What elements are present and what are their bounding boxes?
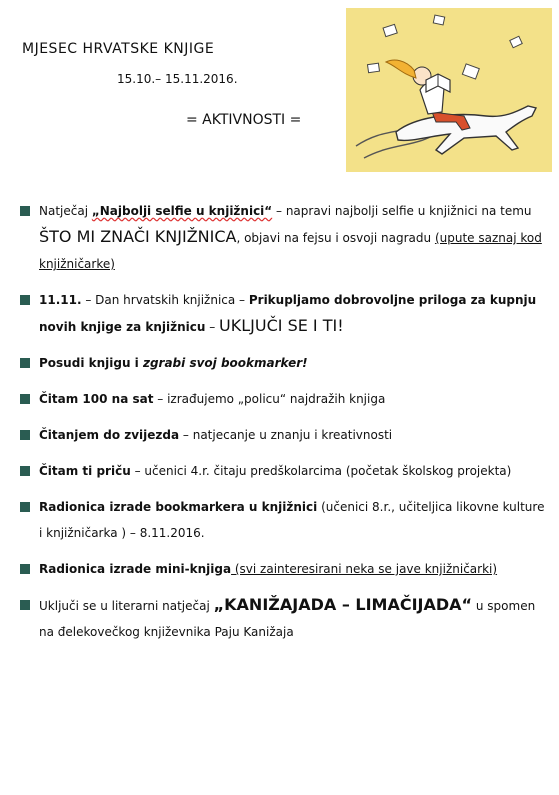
list-item-mini-books-workshop [20, 556, 545, 582]
contest-name: „Najbolji selfie u knjižnici“ [91, 204, 273, 218]
contest-theme: ŠTO MI ZNAČI KNJIŽNICA [39, 227, 237, 246]
item-text: (svi zainteresirani neka se jave knjižničarki) [231, 562, 498, 576]
contest-name: „KANIŽAJADA – LIMAČIJADA“ [213, 595, 473, 614]
item-emphasis: zgrabi svoj bookmarker! [142, 356, 308, 370]
square-bullet-icon [20, 358, 30, 368]
item-text: , objavi na fejsu i osvoji nagradu [236, 231, 435, 245]
square-bullet-icon [20, 502, 30, 512]
page-title: MJESEC HRVATSKE KNJIGE [22, 41, 215, 57]
list-item-selfie-contest [20, 198, 545, 277]
item-text: Uključi se u literarni natječaj [39, 599, 214, 613]
item-text: – natjecanje u znanju i kreativnosti [179, 428, 393, 442]
item-text: (učenici 8.r., učiteljica likovne kulture i knjižničarka ) – 8.11.2016. [39, 500, 545, 540]
activity-name: Čitam ti priču [39, 464, 131, 478]
square-bullet-icon [20, 466, 30, 476]
item-text: u spomen na đelekovečkog književnika Paju Kanižaja [39, 599, 536, 639]
square-bullet-icon [20, 564, 30, 574]
square-bullet-icon [20, 295, 30, 305]
item-text: – izrađujemo „policu“ najdražih knjiga [153, 392, 386, 406]
list-item-literary-contest [20, 592, 545, 645]
item-text: – [205, 320, 220, 334]
item-text: Natječaj [39, 204, 92, 218]
list-item-read-you-story [20, 458, 545, 484]
activity-name: Radionica izrade mini-knjiga [39, 562, 232, 576]
square-bullet-icon [20, 394, 30, 404]
reading-girl-on-greyhound-illustration [346, 8, 552, 172]
instructions-note: (upute saznaj kod knjižničarke) [39, 231, 542, 271]
date-range: 15.10.– 15.11.2016. [117, 72, 238, 86]
join-call: UKLJUČI SE I TI! [219, 316, 344, 335]
illustration-drawing [346, 8, 552, 172]
list-item-library-day [20, 287, 545, 340]
item-text: – Dan hrvatskih knjižnica – [81, 293, 249, 307]
square-bullet-icon [20, 600, 30, 610]
list-item-bookmarker-workshop [20, 494, 545, 546]
donation-appeal: Prikupljamo dobrovoljne priloga za kupnju novih knjige za knjižnicu [39, 293, 537, 334]
list-item-bookmarker [20, 350, 545, 376]
activities-heading: = AKTIVNOSTI = [186, 112, 302, 128]
item-text: Posudi knjigu i [39, 356, 143, 370]
list-item-reading-stars [20, 422, 545, 448]
activity-name: Čitanjem do zvijezda [39, 428, 180, 442]
activity-name: Čitam 100 na sat [39, 392, 154, 406]
square-bullet-icon [20, 206, 30, 216]
event-date: 11.11. [39, 293, 82, 307]
activity-name: Radionica izrade bookmarkera u knjižnici [39, 500, 318, 514]
item-text: – napravi najbolji selfie u knjižnici na temu [272, 204, 532, 218]
square-bullet-icon [20, 430, 30, 440]
activities-list [20, 198, 545, 655]
list-item-read-100 [20, 386, 545, 412]
item-text: – učenici 4.r. čitaju predškolarcima (početak školskog projekta) [130, 464, 512, 478]
